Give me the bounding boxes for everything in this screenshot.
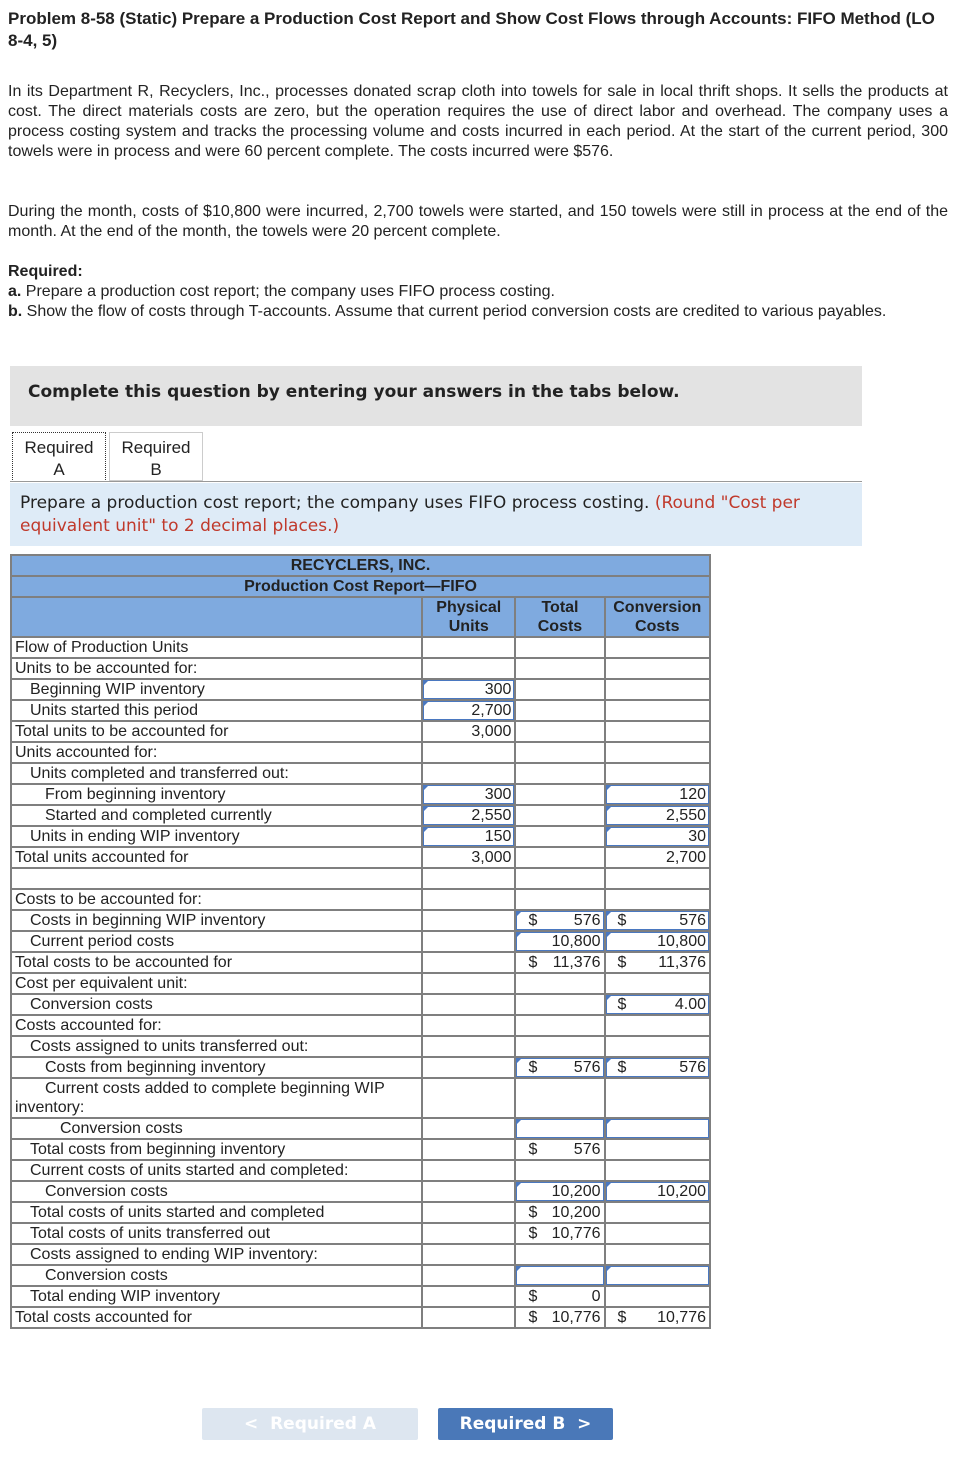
conversion-costs-cell [605, 679, 711, 700]
cell-value: 2,550 [471, 807, 512, 824]
conversion-costs-cell [605, 1139, 711, 1160]
physical-units-cell [422, 1036, 515, 1057]
report-row [11, 1265, 710, 1286]
total-costs-cell [515, 1160, 604, 1181]
row-label: Units completed and transferred out: [11, 763, 422, 784]
physical-units-cell [422, 931, 515, 952]
row-label: From beginning inventory [11, 784, 422, 805]
cell-value: 576 [573, 1141, 601, 1158]
conversion-costs-cell [605, 889, 711, 910]
total-costs-cell [515, 1015, 604, 1036]
total-costs-cell [515, 994, 604, 1015]
prev-label: Required A [270, 1414, 376, 1434]
tab-label: B [150, 460, 162, 479]
row-label: Beginning WIP inventory [11, 679, 422, 700]
report-row [11, 826, 710, 847]
total-costs-cell [515, 658, 604, 679]
problem-paragraph-2: During the month, costs of $10,800 were incurred, 2,700 towels were started, and 150 towels were still in process at the end of the month. At the end of the month, the towels were 20 percent complete. [8, 203, 948, 240]
total-costs-cell[interactable] [515, 1181, 604, 1202]
row-label: Costs from beginning inventory [11, 1057, 422, 1078]
conversion-costs-cell[interactable] [605, 1181, 711, 1202]
total-costs-cell[interactable] [515, 931, 604, 952]
physical-units-cell [422, 1181, 515, 1202]
report-row [11, 952, 710, 973]
conversion-costs-cell[interactable] [605, 931, 711, 952]
physical-units-cell [422, 889, 515, 910]
physical-units-cell [422, 742, 515, 763]
total-costs-cell [515, 1307, 604, 1328]
total-costs-cell[interactable] [515, 1118, 604, 1139]
row-label: Costs assigned to units transferred out: [11, 1036, 422, 1057]
conversion-costs-cell [605, 721, 711, 742]
company-name: RECYCLERS, INC. [11, 555, 710, 576]
row-label: Conversion costs [11, 1181, 422, 1202]
cell-value: 300 [484, 681, 512, 698]
report-row [11, 637, 710, 658]
physical-units-cell [422, 1160, 515, 1181]
total-costs-cell[interactable] [515, 1265, 604, 1286]
row-label: Total costs of units started and completed [11, 1202, 422, 1223]
physical-units-cell [422, 1202, 515, 1223]
total-costs-cell [515, 1036, 604, 1057]
report-row [11, 994, 710, 1015]
conversion-costs-cell [605, 847, 711, 868]
report-row [11, 805, 710, 826]
physical-units-cell [422, 1118, 515, 1139]
cell-value: 3,000 [471, 849, 512, 866]
tab-divider [10, 481, 862, 482]
physical-units-cell [422, 637, 515, 658]
dollar-sign: $ [528, 954, 538, 971]
conversion-costs-cell[interactable] [605, 784, 711, 805]
physical-units-cell[interactable] [422, 826, 515, 847]
physical-units-cell [422, 1139, 515, 1160]
total-costs-cell [515, 973, 604, 994]
report-row [11, 1244, 710, 1265]
physical-units-cell [422, 1078, 515, 1118]
conversion-costs-cell[interactable] [605, 1057, 711, 1078]
physical-units-cell [422, 1265, 515, 1286]
tab-required-a[interactable] [12, 432, 106, 482]
physical-units-cell[interactable] [422, 700, 515, 721]
row-label: Units to be accounted for: [11, 658, 422, 679]
physical-units-header: Physical Units [422, 597, 515, 637]
report-row [11, 847, 710, 868]
row-label: Current costs of units started and completed: [11, 1160, 422, 1181]
physical-units-cell [422, 1244, 515, 1265]
conversion-costs-cell [605, 868, 711, 889]
req-a-prefix: a. [8, 283, 22, 300]
tab-instructions [10, 483, 862, 546]
report-row [11, 1286, 710, 1307]
conversion-costs-cell [605, 700, 711, 721]
total-costs-cell [515, 784, 604, 805]
conversion-costs-cell[interactable] [605, 1118, 711, 1139]
total-costs-cell [515, 763, 604, 784]
row-label: Current costs added to complete beginning WIP inventory: [11, 1078, 422, 1118]
physical-units-cell [422, 847, 515, 868]
total-costs-cell [515, 637, 604, 658]
tab-required-b[interactable] [109, 432, 203, 481]
row-label: Total units to be accounted for [11, 721, 422, 742]
total-costs-cell [515, 805, 604, 826]
cell-value: 10,800 [551, 933, 601, 950]
dollar-sign: $ [617, 912, 627, 929]
conversion-costs-cell [605, 1307, 711, 1328]
cell-value: 0 [591, 1288, 601, 1305]
physical-units-cell [422, 1057, 515, 1078]
physical-units-cell[interactable] [422, 805, 515, 826]
total-costs-cell [515, 742, 604, 763]
cell-value: 4.00 [674, 996, 706, 1013]
physical-units-cell [422, 1307, 515, 1328]
cell-value: 10,776 [551, 1309, 601, 1326]
dollar-sign: $ [617, 1309, 627, 1326]
physical-units-cell [422, 910, 515, 931]
total-costs-cell[interactable] [515, 910, 604, 931]
cell-value: 10,776 [657, 1309, 706, 1326]
row-label: Conversion costs [11, 1265, 422, 1286]
report-row [11, 700, 710, 721]
row-label: Conversion costs [11, 994, 422, 1015]
conversion-costs-cell[interactable] [605, 805, 711, 826]
cell-value: 30 [688, 828, 706, 845]
row-label: Cost per equivalent unit: [11, 973, 422, 994]
req-a-text: Prepare a production cost report; the company uses FIFO process costing. [21, 283, 555, 300]
conversion-costs-cell [605, 1202, 711, 1223]
conversion-costs-cell[interactable] [605, 910, 711, 931]
row-label: Units accounted for: [11, 742, 422, 763]
total-costs-cell [515, 826, 604, 847]
row-label: Total costs of units transferred out [11, 1223, 422, 1244]
physical-units-cell [422, 721, 515, 742]
conversion-costs-cell [605, 1036, 711, 1057]
row-label: Total costs accounted for [11, 1307, 422, 1328]
physical-units-cell [422, 994, 515, 1015]
dollar-sign: $ [528, 1059, 538, 1076]
required-label: Required: [8, 263, 83, 280]
physical-units-cell [422, 973, 515, 994]
row-label: Units started this period [11, 700, 422, 721]
total-costs-cell [515, 847, 604, 868]
report-row [11, 1078, 710, 1118]
cell-value: 576 [679, 912, 706, 929]
row-label: Total costs to be accounted for [11, 952, 422, 973]
row-label: Started and completed currently [11, 805, 422, 826]
cell-value: 2,550 [665, 807, 706, 824]
row-label: Costs accounted for: [11, 1015, 422, 1036]
report-row [11, 1057, 710, 1078]
physical-units-cell[interactable] [422, 679, 515, 700]
cell-value: 11,376 [658, 954, 706, 971]
dollar-sign: $ [528, 1225, 538, 1242]
physical-units-cell [422, 1015, 515, 1036]
report-row [11, 679, 710, 700]
cell-value: 2,700 [471, 702, 512, 719]
dollar-sign: $ [617, 996, 627, 1013]
conversion-costs-cell [605, 952, 711, 973]
dollar-sign: $ [528, 1288, 538, 1305]
row-label: Costs assigned to ending WIP inventory: [11, 1244, 422, 1265]
dollar-sign: $ [528, 1309, 538, 1326]
report-title: Production Cost Report—FIFO [11, 576, 710, 597]
physical-units-cell [422, 1223, 515, 1244]
report-row [11, 1202, 710, 1223]
next-label: Required B [459, 1414, 566, 1434]
report-row [11, 658, 710, 679]
report-row [11, 763, 710, 784]
total-costs-cell [515, 679, 604, 700]
requirements [8, 262, 948, 322]
total-costs-cell [515, 1286, 604, 1307]
row-label: Costs to be accounted for: [11, 889, 422, 910]
dollar-sign: $ [617, 1059, 627, 1076]
label-header [11, 597, 422, 637]
report-row [11, 1307, 710, 1328]
report-row [11, 1015, 710, 1036]
report-row [11, 721, 710, 742]
physical-units-cell [422, 952, 515, 973]
total-costs-cell [515, 1202, 604, 1223]
production-cost-report [10, 554, 711, 1329]
row-label: Total units accounted for [11, 847, 422, 868]
cell-value: 11,376 [552, 954, 601, 971]
cell-value: 10,776 [551, 1225, 601, 1242]
row-label [11, 868, 422, 889]
total-costs-cell [515, 889, 604, 910]
problem-paragraph-1: In its Department R, Recyclers, Inc., processes donated scrap cloth into towels for sale in local thrift shops. It sells the products at cost. The direct materials costs are zero, but the operation requires the use of direct labor and overhead. The company uses a process costing system and tracks the processing volume and costs incurred in each period. At the start of the current period, 300 towels were in process and were 60 percent complete. The costs incurred were $576. [8, 83, 948, 160]
report-row [11, 1036, 710, 1057]
total-costs-cell [515, 700, 604, 721]
row-label: Costs in beginning WIP inventory [11, 910, 422, 931]
total-costs-cell [515, 1223, 604, 1244]
report-row [11, 784, 710, 805]
dollar-sign: $ [528, 1141, 538, 1158]
cell-value: 2,700 [665, 849, 706, 866]
conversion-costs-cell [605, 1223, 711, 1244]
row-label: Total ending WIP inventory [11, 1286, 422, 1307]
cell-value: 576 [573, 1059, 601, 1076]
total-costs-cell [515, 952, 604, 973]
total-costs-cell [515, 1244, 604, 1265]
physical-units-cell [422, 763, 515, 784]
cell-value: 576 [573, 912, 601, 929]
problem-title: Problem 8-58 (Static) Prepare a Production Cost Report and Show Cost Flows through Accounts: FIFO Method (LO 8-4, 5) [8, 9, 935, 50]
cell-value: 576 [679, 1059, 706, 1076]
total-costs-cell [515, 721, 604, 742]
conversion-costs-cell [605, 1286, 711, 1307]
report-row [11, 931, 710, 952]
conversion-costs-cell [605, 1015, 711, 1036]
instruction-text: Prepare a production cost report; the company uses FIFO process costing. [20, 493, 650, 513]
report-row [11, 742, 710, 763]
report-row [11, 973, 710, 994]
cell-value: 10,800 [657, 933, 706, 950]
cell-value: 10,200 [657, 1183, 706, 1200]
conversion-costs-cell[interactable] [605, 994, 711, 1015]
dollar-sign: $ [528, 1204, 538, 1221]
next-required-b-button[interactable]: Required B > [438, 1408, 613, 1440]
report-row [11, 1181, 710, 1202]
conversion-costs-cell [605, 1244, 711, 1265]
req-b-prefix: b. [8, 303, 23, 320]
cell-value: 10,200 [551, 1204, 601, 1221]
row-label: Total costs from beginning inventory [11, 1139, 422, 1160]
physical-units-cell [422, 868, 515, 889]
conversion-costs-cell [605, 658, 711, 679]
row-label: Flow of Production Units [11, 637, 422, 658]
conversion-costs-cell[interactable] [605, 1265, 711, 1286]
row-label: Units in ending WIP inventory [11, 826, 422, 847]
prev-required-a-button[interactable]: < Required A [202, 1408, 418, 1440]
dollar-sign: $ [528, 912, 538, 929]
row-label: Current period costs [11, 931, 422, 952]
tab-label: A [53, 460, 65, 479]
report-row [11, 868, 710, 889]
total-costs-cell[interactable] [515, 1057, 604, 1078]
report-row [11, 1223, 710, 1244]
cell-value: 150 [484, 828, 512, 845]
cell-value: 3,000 [471, 723, 512, 740]
total-costs-cell [515, 1078, 604, 1118]
report-row [11, 889, 710, 910]
conversion-costs-cell [605, 742, 711, 763]
conversion-costs-cell[interactable] [605, 826, 711, 847]
tab-label: Required [24, 438, 94, 457]
report-row [11, 1139, 710, 1160]
physical-units-cell [422, 658, 515, 679]
tab-label: Required [121, 438, 191, 457]
req-b-text: Show the flow of costs through T-accounts. Assume that current period conversion costs are credited to various payables. [22, 303, 887, 320]
conversion-costs-cell [605, 763, 711, 784]
cell-value: 10,200 [551, 1183, 601, 1200]
total-costs-cell [515, 1139, 604, 1160]
report-row [11, 910, 710, 931]
conversion-costs-cell [605, 637, 711, 658]
dollar-sign: $ [617, 954, 627, 971]
report-row [11, 1160, 710, 1181]
total-costs-cell [515, 868, 604, 889]
cell-value: 300 [484, 786, 512, 803]
conversion-costs-cell [605, 973, 711, 994]
total-costs-header: Total Costs [515, 597, 604, 637]
rounding-note: (Round "Cost per equivalent unit" to 2 decimal places.) [20, 493, 800, 536]
conversion-costs-header: Conversion Costs [605, 597, 711, 637]
physical-units-cell[interactable] [422, 784, 515, 805]
report-row [11, 1118, 710, 1139]
instruction-banner: Complete this question by entering your answers in the tabs below. [10, 366, 862, 426]
conversion-costs-cell [605, 1160, 711, 1181]
physical-units-cell [422, 1286, 515, 1307]
cell-value: 120 [679, 786, 706, 803]
conversion-costs-cell [605, 1078, 711, 1118]
row-label: Conversion costs [11, 1118, 422, 1139]
